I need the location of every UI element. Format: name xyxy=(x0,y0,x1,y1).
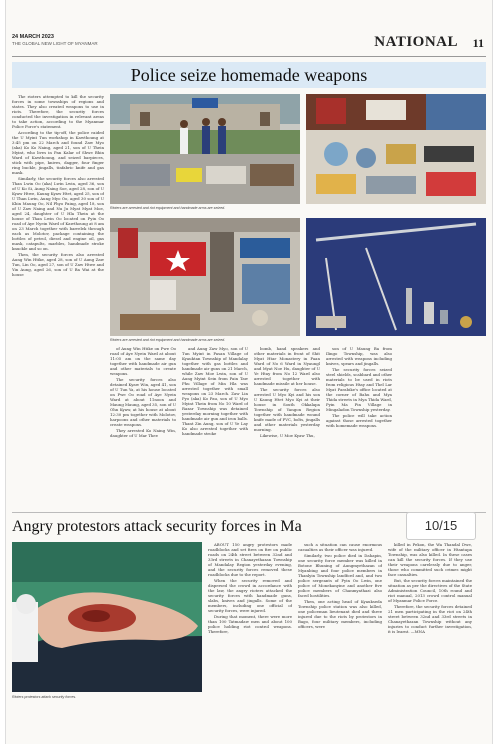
paragraph: bomb, hand speakers and other materials in front of Shit Myat Htar Monastery in Paan Ward of No 6 Ward in Nyaungl and Myat Noe Hu, daughter of U Ye Htay from No 12 Ward also arrested together with handmade missile at her house. xyxy=(254,346,320,386)
page-number: 11 xyxy=(472,36,484,50)
paragraph: Similarly, the security forces also arrested Than Lwin Oo (aka) Lwin Lwin, aged 36, son of U Ko Si, Aung Naing Soe, aged 28, son of U Kyaw Htwe, Kaung Kyaw Htet, aged 25, son of U Than Lwin, Aung Myo Oo, aged 30 son of U Khin Maung Oo, Nil Phyo Paing, aged 18, son of U Zaw Naing and Nu Ju Myat Myat Moe, aged 24, daughter of U Hla Thein at the house of Than Lwin Oo located on Pyin Oo road of Aye Nyein Ward of Kawthoung at 8 am on 23 March together with barrelek through each as Molotov, package containing the bottles of petrol, diesel and engine oil, gas mask, catapults, marbles, handmade stroke knuckle and so on. xyxy=(12,176,104,251)
photo-caption: Rioters are arrested and riot equipment and handmade arms are seized. xyxy=(110,206,226,210)
article1-col4 xyxy=(254,346,320,508)
paragraph: Similarly, two police died in Dahapin, one security force member was killed in Botone Bhuning of Aungmyethazan of Myanbing and four police members in Thanlyin Township landford and, and two police sergeants of Pyin Oo Lwin, one police of Monekanyine and another five police members of Chanmyathazi also faced hostilities. xyxy=(298,553,382,598)
article1-col3 xyxy=(182,346,248,508)
article2-headline-wrap xyxy=(12,516,472,538)
paragraph: of Aung Win Htike on Pwe Oo road of Aye Nyein Ward at about 11:05 am on the same day together with handmade air gun and other materials to create weapons. xyxy=(110,346,176,376)
paragraph: and Aung Zaw Myo, son of U Tun Myint in Pasan Village of Kyauktan Township of Mandalay together with gas bottles and handmade air guns on 21 March, while Zaw Moe Lwin, son of U Aung Myint Sein from Pain Taw Phu Village of Min Hla was arrested together with small weapons on 23 March. Zaw Lin Pyo (aka) Ko Pau, son of U Myo Myint Thein from No 10 Ward of Razar Township was detained yesterday morning together with handmade air gun and iron balls. Thant Zin Aung, son of U Ye Lay Ko also arrested together with handmade stroke xyxy=(182,346,248,436)
paragraph: When the security removed and dispersed the crowd in accordance with the law, the angry rioters attacked the security forces with handmade guns, slabs, knives and jingalls. Some of the members, including one official of security forces, were injured. xyxy=(208,578,292,613)
article1-col2 xyxy=(110,346,176,508)
page-counter: 10/15 xyxy=(406,512,476,540)
paper-name: THE GLOBAL NEW LIGHT OF MYANMAR xyxy=(12,41,98,46)
photo-injured-arm xyxy=(12,542,202,692)
headline-banner xyxy=(12,62,486,88)
paragraph: According to the tip-off, the police raided the U Myint Tun workshop in Kawthoung at 3:45 pm on 22 March and found Zaw Myo (aka) Ko Ko Naing, aged 21, son of U Thein Myint, who lives in Pan Kalar of Shwe Bhin Ward of Kawthoung, and seized barpieces, stick with pipe, knives, dagger, four finger ring buckle, jingalls, tinfabric knife and gas mask. xyxy=(12,130,104,175)
paragraph: son of U Maung Ba from Ilingo Township, was also arrested with weapons including knives, spears and jingalls. xyxy=(326,346,392,366)
paragraph: But, the security forces maintained the situation as per the directives of the State Administration Council, 10th round and riot manual, 2013 crowd control manual of Myanmar Police Force. xyxy=(388,578,472,603)
paragraph: They arrested Ko Naing Win, daughter of U Mar Thee xyxy=(110,428,176,438)
article2-col1 xyxy=(208,542,292,738)
paragraph: The security forces seized steel shields, scabbard and other materials to be used in riots from religious Htay and Thel Lar Myat Parabike's office located at the corner of Bahu and Mya Thida streets in Mya Thida Ward, Pyin Ma Pin Village in Mingaladon Township yesterday. xyxy=(326,367,392,412)
newspaper-page xyxy=(5,0,493,744)
section-title: NATIONAL xyxy=(374,34,458,50)
paragraph: The security forces also arrested U Myo Kyi and his son U Kaung Htet Myo Kyi at their house in South Okkalapa Township of Yangon Region together with handmade wound knife made of PVC, bolts, jingalls and other materials yesterday morning. xyxy=(254,387,320,432)
paragraph: During that moment, there were more than 100 Tatmadaw men and about 100 police holding riot control weapons. Therefore, xyxy=(208,614,292,634)
photo-caption: Rioters are arrested and riot equipment and handmade arms are seized. xyxy=(110,338,226,342)
paragraph: Then, one acting head of Kyaukseda Township police station was also killed, one policeman lieutenant died and three injured due to the riots by protestors in Bago, four military members, including officers, were xyxy=(298,599,382,629)
paragraph: Then, the security forces also arrested Aung Win Htike, aged 28, son of U Aung Zaw Tun, Lin Oo, aged 27, son of U Zaw Htwe and Yin Aung, aged 26, son of U Ba Wai at the house xyxy=(12,252,104,277)
paragraph: The police will take action against those arrested together with homemade weapons. xyxy=(326,413,392,428)
article1-col5 xyxy=(326,346,392,508)
paragraph: killed in Pekon, the Wa Thandal Dwe, wife of the military officer in Htantapa Township, was also killed. In these cases can kill the security forces. If they use their weapons carelessly due to anger, those who committed such crimes might face casualties. xyxy=(388,542,472,577)
article2-col3 xyxy=(388,542,472,738)
article1-headline: Police seize homemade weapons xyxy=(130,65,368,85)
paragraph: Therefore, the security forces detained 21 men participating in the riot on 24th street between 32nd and 33rd streets in Chanayethazan Township without any injuries to conduct further investigation, it is learnt. —MNA xyxy=(388,604,472,634)
article2-headline: Angry protestors attack security forces in Ma xyxy=(12,518,302,535)
paragraph: ABOUT 150 angry protestors made roadblocks and set fires on fire on public roads on 24th street between 32nd and 33rd streets in Chanayethazan Township of Mandalay Region yesterday evening, and the security forces removed these roadblocks due to the report. xyxy=(208,542,292,577)
photo-blades-blue xyxy=(306,218,486,336)
article1-col1 xyxy=(12,94,104,502)
paragraph: such a situation can cause enormous casualties as their officer was injured. xyxy=(298,542,382,552)
photo-caption: Rioters protestors attack security forces. xyxy=(12,695,77,699)
photo-seized-items xyxy=(306,94,486,204)
paragraph: The rioters attempted to kill the security forces in some townships of regions and states. They also created weapons to use in riots. Therefore, the security forces conducted the investigation in relevant areas to take action, according to the Myanmar Police Force's statement. xyxy=(12,94,104,129)
paragraph: Likewise, U Moe Kyaw Thu, xyxy=(260,433,315,438)
photo-weapons-flag xyxy=(110,218,300,336)
photo-police-courtyard xyxy=(110,94,300,204)
masthead xyxy=(12,32,486,57)
article2-col2 xyxy=(298,542,382,738)
issue-date: 24 MARCH 2023 xyxy=(12,34,54,40)
paragraph: The security forces also detained Kyaw Win, aged 41, son of U Tun Ya, at his house located on Pwe Oo road of Aye Nyein Ward at about 11noon and Maung Maung, aged 35, son of U Ohn Kyaw, at his house at about 12:30 pm together with Molotov, harpoons and other materials to create weapons. xyxy=(110,377,176,427)
